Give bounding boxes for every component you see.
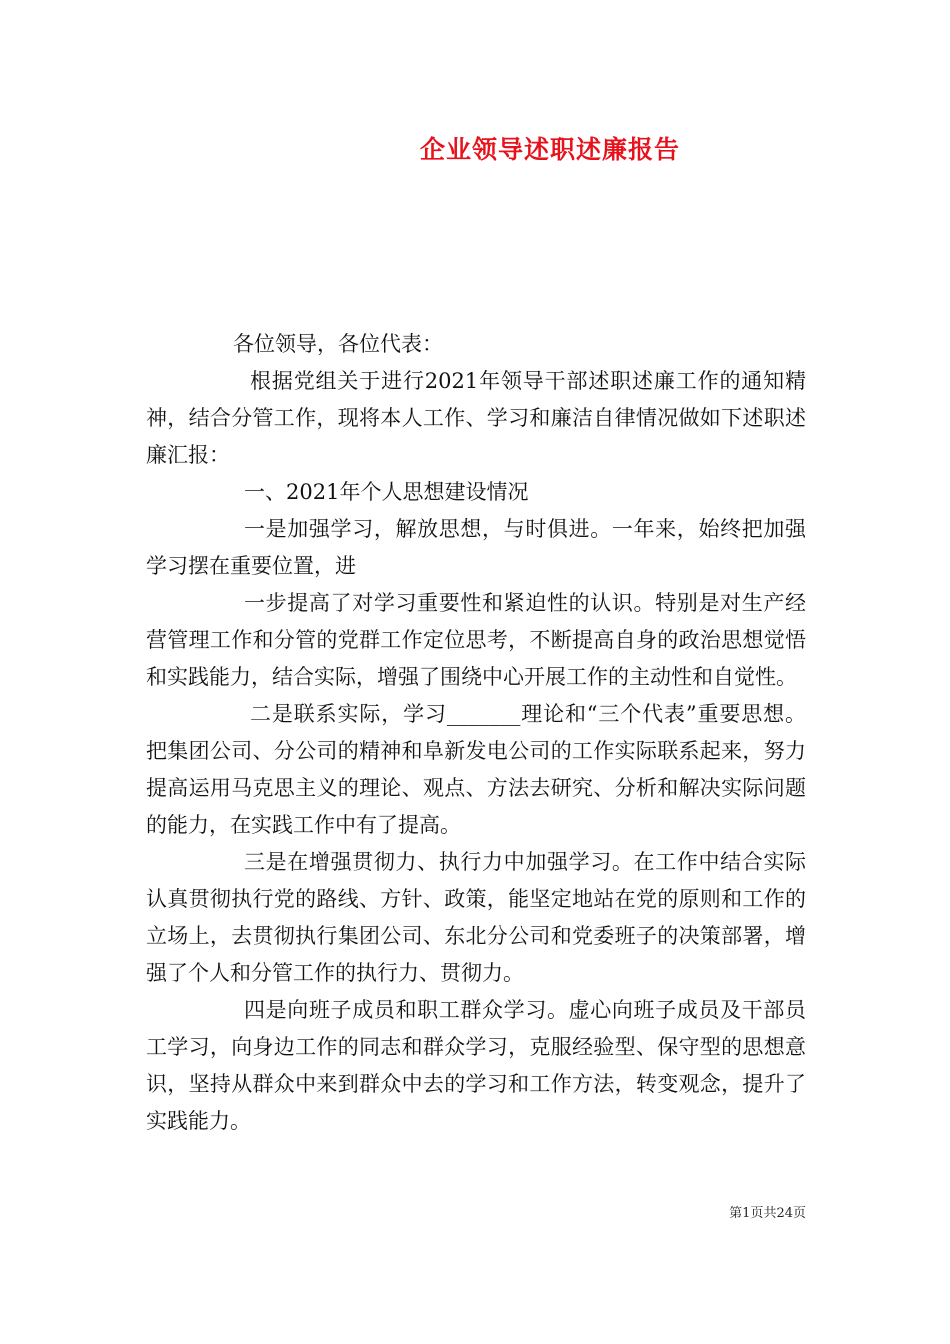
document-body [146,326,806,1140]
page-number: 第1页共24页 [729,1206,806,1221]
paragraph-point-one: 一是加强学习，解放思想，与时俱进。一年来，始终把加强学习摆在重要位置，进 [146,517,806,578]
paragraph-point-two: 二是联系实际，学习_______理论和“三个代表”重要思想。把集团公司、分公司的精神和阜新发电公司的工作实际联系起来，努力提高运用马克思主义的理论、观点、方法去研究、分析和解决实际问题的能力，在实践工作中有了提高。 [146,702,806,837]
paragraph-point-three: 三是在增强贯彻力、执行力中加强学习。在工作中结合实际认真贯彻执行党的路线、方针、政策，能坚定地站在党的原则和工作的立场上，去贯彻执行集团公司、东北分公司和党委班子的决策部署，增强了个人和分管工作的执行力、贯彻力。 [146,850,806,985]
document-title: 企业领导述职述廉报告 [419,135,680,164]
paragraph-point-four: 四是向班子成员和职工群众学习。虚心向班子成员及干部员工学习，向身边工作的同志和群众学习，克服经验型、保守型的思想意识，坚持从群众中来到群众中去的学习和工作方法，转变观念，提升了实践能力。 [146,998,806,1133]
section-heading: 一、2021年个人思想建设情况 [244,480,529,504]
paragraph-point-one-cont: 一步提高了对学习重要性和紧迫性的认识。特别是对生产经营管理工作和分管的党群工作定位思考，不断提高自身的政治思想觉悟和实践能力，结合实际，增强了围绕中心开展工作的主动性和自觉性。 [146,591,806,689]
greeting: 各位领导，各位代表： [233,332,443,356]
paragraph-intro: 根据党组关于进行2021年领导干部述职述廉工作的通知精神，结合分管工作，现将本人工作、学习和廉洁自律情况做如下述职述廉汇报： [146,369,806,467]
